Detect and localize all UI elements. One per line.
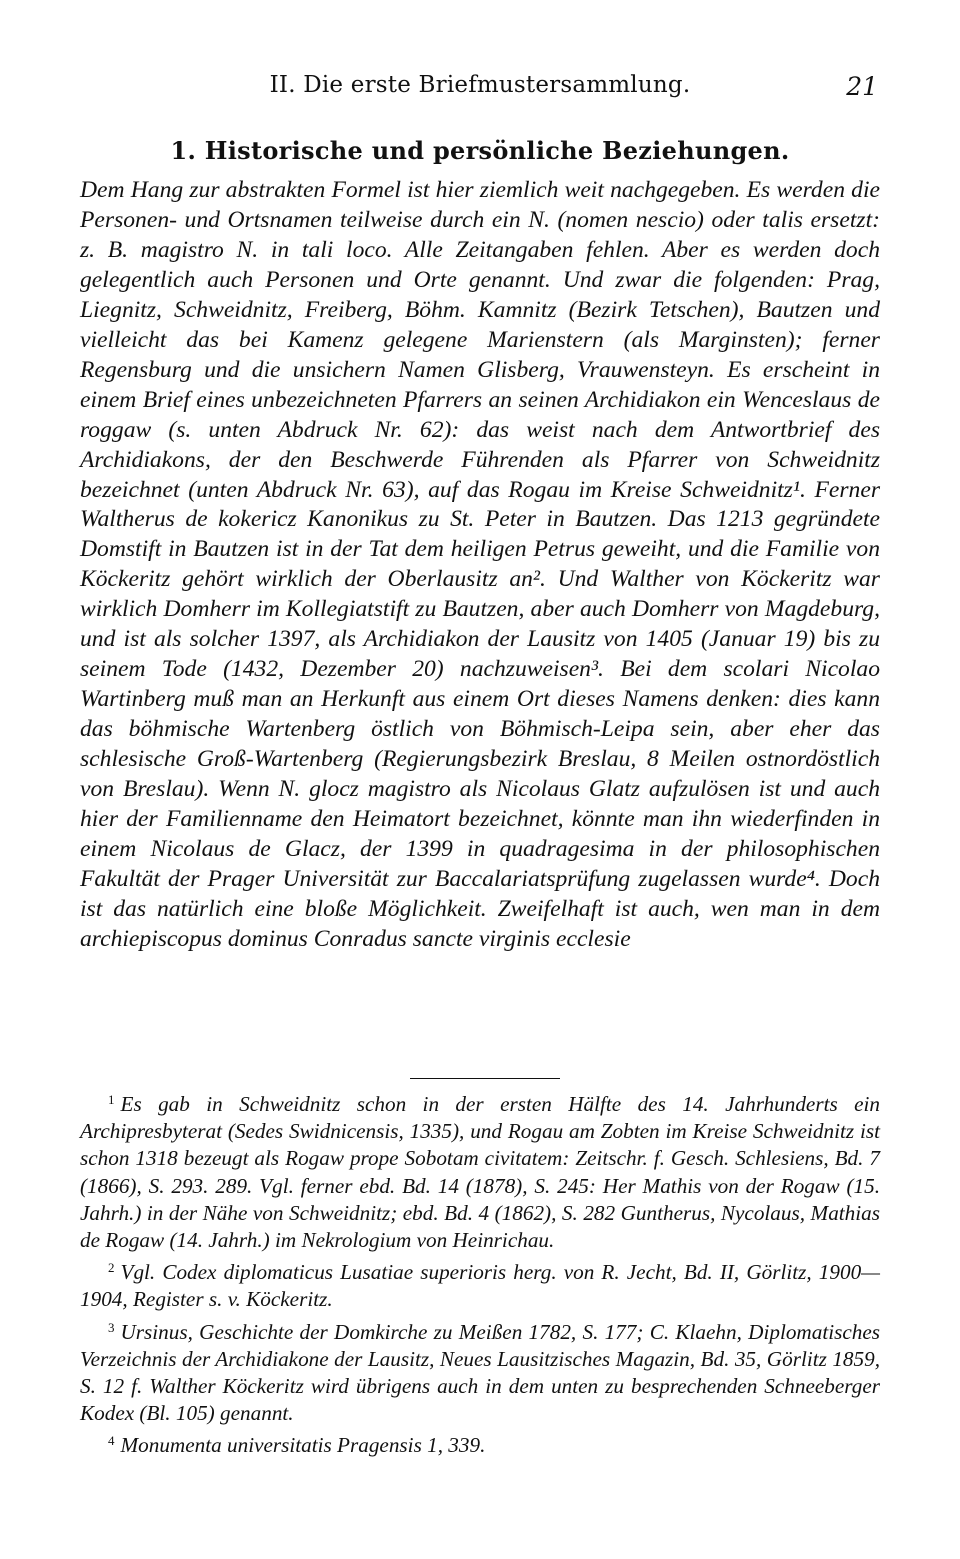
footnote-text: Ursinus, Geschichte der Domkirche zu Meißen 1782, S. 177; C. Klaehn, Diplomatisches Verzeichnis der Archidiakone der Lausitz, Neues Lausitzisches Magazin, Bd. 35, Görlitz 1859, S. 12 f. Walther Köckeritz wird übrigens auch in dem unten zu besprechenden Schneeberger Kodex (Bl. 105) genannt.	[80, 1319, 880, 1426]
footnote-text: Vgl. Codex diplomaticus Lusatiae superioris herg. von R. Jecht, Bd. II, Görlitz, 1900—1904, Register s. v. Köckeritz.	[80, 1260, 880, 1312]
section-heading: 1. Historische und persönliche Beziehungen.	[170, 136, 790, 165]
footnote-2	[80, 1254, 880, 1313]
running-head	[80, 72, 880, 108]
footnote-mark: 3	[108, 1319, 115, 1335]
footnote-4	[80, 1427, 880, 1459]
footnote-1	[80, 1086, 880, 1254]
running-head-title: II. Die erste Briefmustersammlung.	[269, 72, 691, 98]
footnotes	[80, 1086, 880, 1460]
footnote-mark: 2	[108, 1260, 115, 1276]
footnote-mark: 1	[108, 1092, 115, 1107]
page-number: 21	[846, 72, 878, 101]
footnote-mark: 4	[108, 1433, 115, 1449]
footnote-3	[80, 1314, 880, 1428]
footnote-text: Monumenta universitatis Pragensis 1, 339.	[120, 1433, 486, 1458]
body-paragraph: Dem Hang zur abstrakten Formel ist hier ziemlich weit nachgegeben. Es werden die Personen- und Ortsnamen teilweise durch ein N. (nomen nescio) oder talis ersetzt: z. B. magistro N. in tali loco. Alle Zeitangaben fehlen. Aber es werden doch gelegentlich auch Personen und Orte genannt. Und zwar die folgenden: Prag, Liegnitz, Schweidnitz, Freiberg, Böhm. Kamnitz (Bezirk Tetschen), Bautzen und vielleicht das bei Kamenz gelegene Marienstern (als Marginsten); ferner Regensburg und die unsichern Namen Glisberg, Vrauwensteyn. Es erscheint in einem Brief eines unbezeichneten Pfarrers an seinen Archidiakon ein Wenceslaus de roggaw (s. unten Abdruck Nr. 62): das weist nach dem Antwortbrief des Archidiakons, der den Beschwerde Führenden als Pfarrer von Schweidnitz bezeichnet (unten Abdruck Nr. 63), auf das Rogau im Kreise Schweidnitz¹. Ferner Waltherus de kokericz Kanonikus zu St. Peter in Bautzen. Das 1213 gegründete Domstift in Bautzen ist in der Tat dem heiligen Petrus geweiht, und die Familie von Köckeritz gehört wirklich der Oberlausitz an². Und Walther von Köckeritz war wirklich Domherr im Kollegiatstift zu Bautzen, aber auch Domherr von Magdeburg, und ist als solcher 1397, als Archidiakon der Lausitz von 1405 (Januar 19) bis zu seinem Tode (1432, Dezember 20) nachzuweisen³. Bei dem scolari Nicolao Wartinberg muß man an Herkunft aus einem Ort dieses Namens denken: dies kann das böhmische Wartenberg östlich von Böhmisch-Leipa sein, aber eher das schlesische Groß-Wartenberg (Regierungsbezirk Breslau, 8 Meilen ostnordöstlich von Breslau). Wenn N. glocz magistro als Nicolaus Glatz aufzulösen ist und auch hier der Familienname den Heimatort bezeichnet, könnte man ihn wiederfinden in einem Nicolaus de Glacz, der 1399 in quadragesima in der philosophischen Fakultät der Prager Universität zur Baccalariatsprüfung zugelassen wurde⁴. Doch ist das natürlich eine bloße Möglichkeit. Zweifelhaft ist auch, wen man in dem archiepiscopus dominus Conradus sancte virginis ecclesie	[80, 177, 880, 952]
footnote-divider	[410, 1078, 560, 1079]
footnote-text: Es gab in Schweidnitz schon in der ersten Hälfte des 14. Jahrhunderts ein Archipresbyterat (Sedes Swidnicensis, 1335), und Rogau am Zobten im Kreise Schweidnitz ist schon 1318 bezeugt als Rogaw prope Sobotam civitatem: Zeitschr. f. Gesch. Schlesiens, Bd. 7 (1866), S. 293. 289. Vgl. ferner ebd. Bd. 14 (1878), S. 245: Her Mathis von der Rogaw (15. Jahrh.) in der Nähe von Schweidnitz; ebd. Bd. 4 (1862), S. 282 Guntherus, Nycolaus, Mathias de Rogaw (14. Jahrh.) im Nekrologium von Heinrichau.	[80, 1092, 880, 1253]
